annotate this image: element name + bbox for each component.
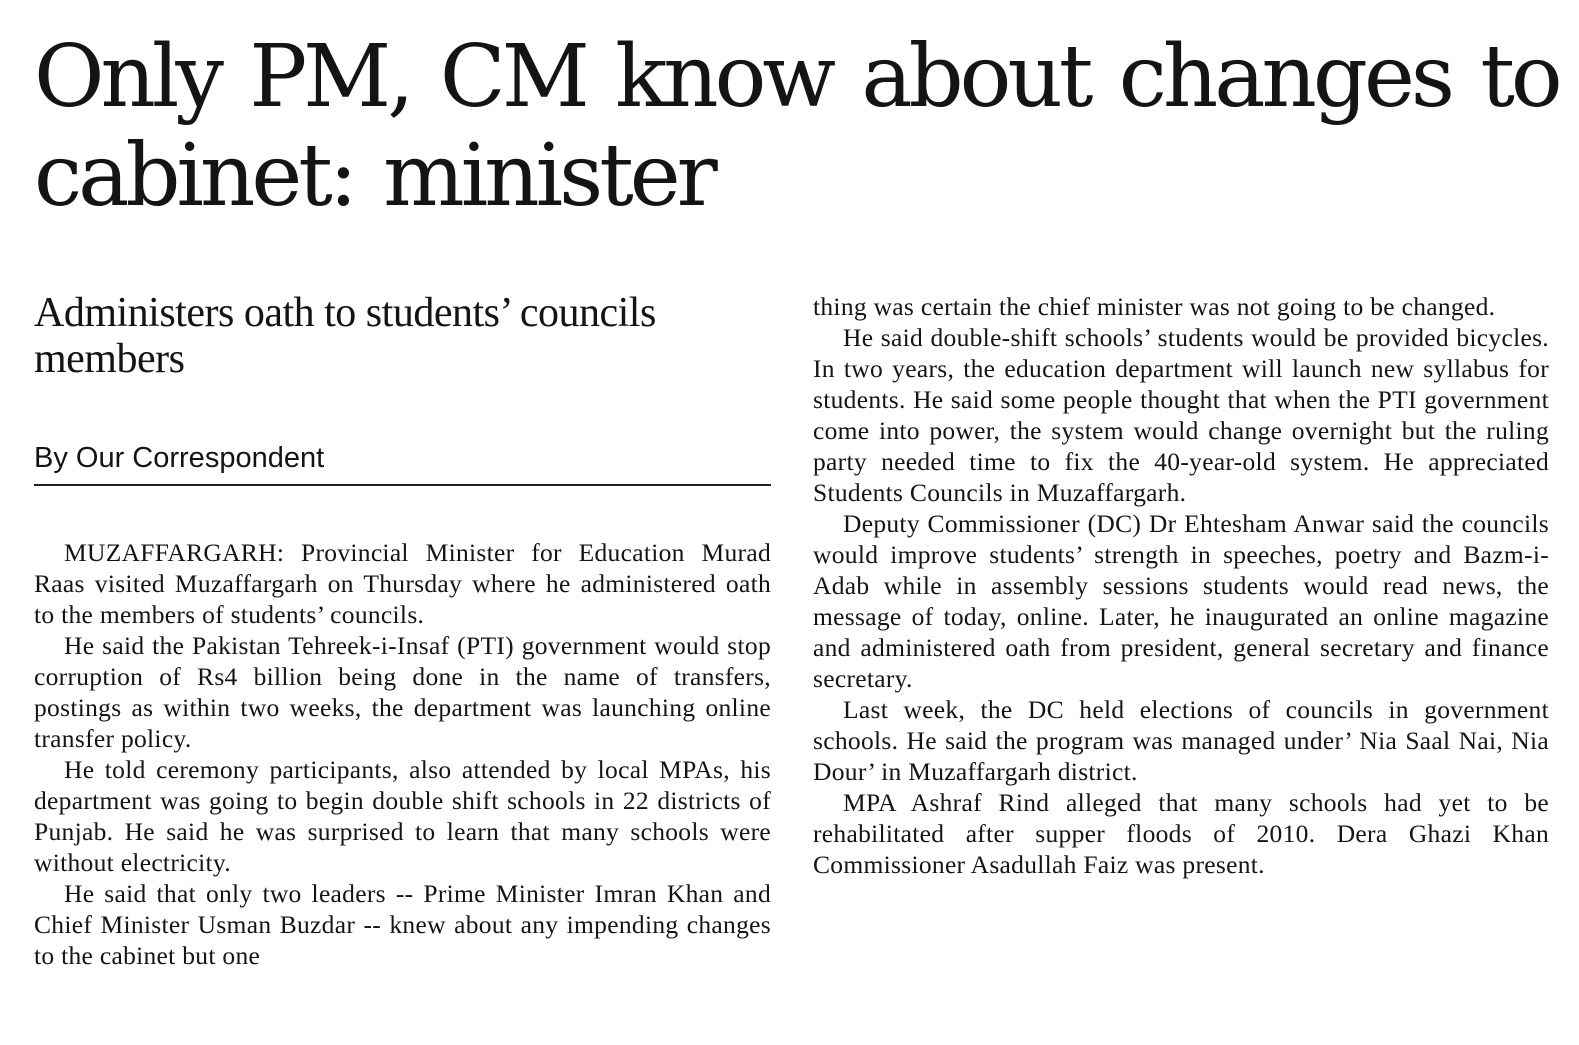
paragraph-3: He told ceremony participants, also attended by local MPAs, his department was going to begin double shift schools in 22 districts of Punjab. He said he was surprised to learn that many schools were without electricity.	[34, 755, 771, 877]
headline: Only PM, CM know about changes to cabinet: minister	[34, 27, 1559, 226]
paragraph-2: He said the Pakistan Tehreek-i-Insaf (PTI) government would stop corruption of Rs4 billion being done in the name of transfers, postings as within two weeks, the department was launching online transfer policy.	[34, 631, 771, 753]
article-body-left	[34, 537, 771, 971]
byline-rule	[34, 484, 771, 486]
paragraph-7: Last week, the DC held elections of councils in government schools. He said the program was managed under’ Nia Saal Nai, Nia Dour’ in Muzaffargarh district.	[813, 695, 1549, 786]
paragraph-5: He said double-shift schools’ students would be provided bicycles. In two years, the education department will launch new syllabus for students. He said some people thought that when the PTI government come into power, the system would change overnight but the ruling party needed time to fix the 40-year-old system. He appreciated Students Councils in Muzaffargarh.	[813, 323, 1549, 507]
paragraph-1: MUZAFFARGARH: Provincial Minister for Education Murad Raas visited Muzaffargarh on Thursday where he administered oath to the members of students’ councils.	[34, 538, 771, 629]
paragraph-4-continued: thing was certain the chief minister was not going to be changed.	[813, 292, 1496, 321]
byline: By Our Correspondent	[34, 442, 325, 474]
subheadline: Administers oath to students’ councils members	[34, 290, 656, 382]
paragraph-6: Deputy Commissioner (DC) Dr Ehtesham Anwar said the councils would improve students’ strength in speeches, poetry and Bazm-i-Adab while in assembly sessions students would read news, the message of today, online. Later, he inaugurated an online magazine and administered oath from president, general secretary and finance secretary.	[813, 509, 1549, 693]
article-body-right	[813, 291, 1549, 880]
paragraph-4: He said that only two leaders -- Prime Minister Imran Khan and Chief Minister Usman Buzdar -- knew about any impending changes to the cabinet but one	[34, 879, 771, 970]
paragraph-8: MPA Ashraf Rind alleged that many schools had yet to be rehabilitated after supper floods of 2010. Dera Ghazi Khan Commissioner Asadullah Faiz was present.	[813, 788, 1549, 879]
